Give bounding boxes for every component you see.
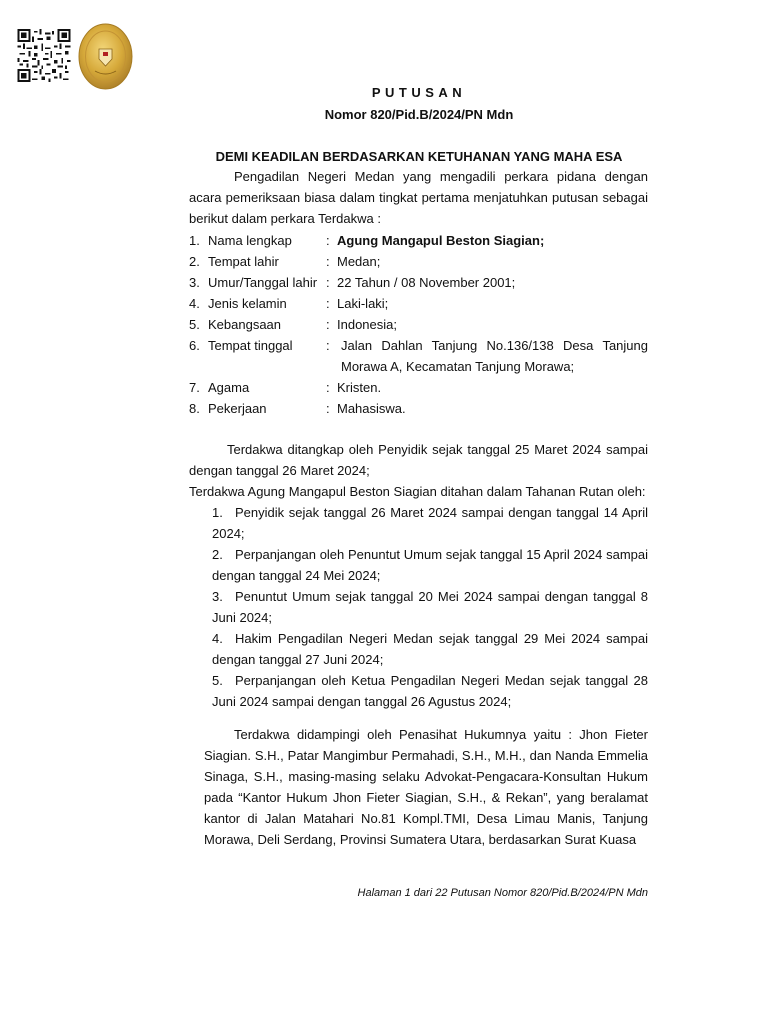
- detention-item: [212, 628, 648, 670]
- identity-label: Kebangsaan: [208, 317, 282, 332]
- identity-number: 7.: [189, 380, 200, 395]
- identity-colon: :: [326, 233, 330, 248]
- identity-colon: :: [326, 401, 330, 416]
- identity-value: Agung Mangapul Beston Siagian;: [337, 233, 545, 248]
- arrest-paragraph: Terdakwa ditangkap oleh Penyidik sejak tanggal 25 Maret 2024 sampai dengan tanggal 26 Maret 2024;: [189, 442, 648, 478]
- detention-text: Perpanjangan oleh Penuntut Umum sejak tanggal 15 April 2024 sampai dengan tanggal 24 Mei 2024;: [212, 547, 648, 583]
- identity-label: Umur/Tanggal lahir: [208, 275, 318, 290]
- identity-label: Tempat tinggal: [208, 338, 293, 353]
- page-footer: Halaman 1 dari 22 Putusan Nomor 820/Pid.B/2024/PN Mdn: [357, 887, 648, 899]
- identity-value: Medan;: [337, 254, 381, 269]
- detention-number: 4.: [212, 631, 223, 646]
- detention-text: Penyidik sejak tanggal 26 Maret 2024 sampai dengan tanggal 14 April 2024;: [212, 505, 648, 541]
- defendant-identity-list: [189, 230, 648, 419]
- document-heading: DEMI KEADILAN BERDASARKAN KETUHANAN YANG MAHA ESA: [215, 149, 623, 164]
- identity-number: 1.: [189, 233, 200, 248]
- identity-colon: :: [326, 254, 330, 269]
- detention-number: 1.: [212, 505, 223, 520]
- detention-item: [212, 544, 648, 586]
- identity-number: 2.: [189, 254, 200, 269]
- identity-colon: :: [326, 275, 330, 290]
- identity-row: [189, 293, 648, 314]
- identity-label: Tempat lahir: [208, 254, 279, 269]
- identity-value: Kristen.: [337, 380, 382, 395]
- identity-row: [189, 251, 648, 272]
- detention-number: 3.: [212, 589, 223, 604]
- identity-row: [189, 377, 648, 398]
- detention-text: Hakim Pengadilan Negeri Medan sejak tanggal 29 Mei 2024 sampai dengan tanggal 27 Juni 2024;: [212, 631, 648, 667]
- qr-code-icon: [15, 29, 73, 82]
- identity-row: [189, 314, 648, 335]
- identity-row: [189, 335, 648, 377]
- identity-number: 4.: [189, 296, 200, 311]
- identity-value: Laki-laki;: [337, 296, 389, 311]
- document-number: Nomor 820/Pid.B/2024/PN Mdn: [324, 107, 514, 122]
- identity-row: [189, 230, 648, 251]
- identity-value: Mahasiswa.: [337, 401, 406, 416]
- document-title: PUTUSAN: [371, 85, 467, 100]
- detention-number: 2.: [212, 547, 223, 562]
- identity-colon: :: [326, 380, 330, 395]
- identity-number: 3.: [189, 275, 200, 290]
- identity-label: Agama: [208, 380, 250, 395]
- detention-item: [212, 670, 648, 712]
- identity-value: Jalan Dahlan Tanjung No.136/138 Desa Tanjung Morawa A, Kecamatan Tanjung Morawa;: [341, 338, 648, 374]
- court-seal-icon: [78, 23, 133, 90]
- counsel-paragraph: Terdakwa didampingi oleh Penasihat Hukumnya yaitu : Jhon Fieter Siagian. S.H., Patar Mangimbur Permahadi, S.H., M.H., dan Nanda Emmelia Sinaga, S.H., masing-masing selaku Advokat-Pengacara-Konsultan Hukum pada “Kantor Hukum Jhon Fieter Siagian, S.H., & Rekan”, yang beralamat kantor di Jalan Matahari No.81 Kompl.TMI, Desa Limau Manis, Tanjung Morawa, Deli Serdang, Provinsi Sumatera Utara, berdasarkan Surat Kuasa: [204, 727, 648, 847]
- identity-colon: :: [326, 296, 330, 311]
- detention-text: Penuntut Umum sejak tanggal 20 Mei 2024 sampai dengan tanggal 8 Juni 2024;: [212, 589, 648, 625]
- identity-number: 6.: [189, 338, 200, 353]
- detention-text: Perpanjangan oleh Ketua Pengadilan Negeri Medan sejak tanggal 28 Juni 2024 sampai dengan tanggal 26 Agustus 2024;: [212, 673, 648, 709]
- detention-number: 5.: [212, 673, 223, 688]
- detention-item: [212, 502, 648, 544]
- identity-value: Indonesia;: [337, 317, 397, 332]
- intro-paragraph: Pengadilan Negeri Medan yang mengadili perkara pidana dengan acara pemeriksaan biasa dalam tingkat pertama menjatuhkan putusan sebagai berikut dalam perkara Terdakwa :: [189, 169, 648, 226]
- identity-label: Nama lengkap: [208, 233, 292, 248]
- identity-value: 22 Tahun / 08 November 2001;: [337, 275, 516, 290]
- identity-colon: :: [326, 338, 330, 353]
- identity-row: [189, 398, 648, 419]
- identity-label: Jenis kelamin: [208, 296, 287, 311]
- identity-row: [189, 272, 648, 293]
- detention-list: [212, 502, 648, 712]
- detention-item: [212, 586, 648, 628]
- identity-colon: :: [326, 317, 330, 332]
- identity-label: Pekerjaan: [208, 401, 267, 416]
- detention-intro: Terdakwa Agung Mangapul Beston Siagian ditahan dalam Tahanan Rutan oleh:: [189, 484, 646, 499]
- identity-number: 8.: [189, 401, 200, 416]
- identity-number: 5.: [189, 317, 200, 332]
